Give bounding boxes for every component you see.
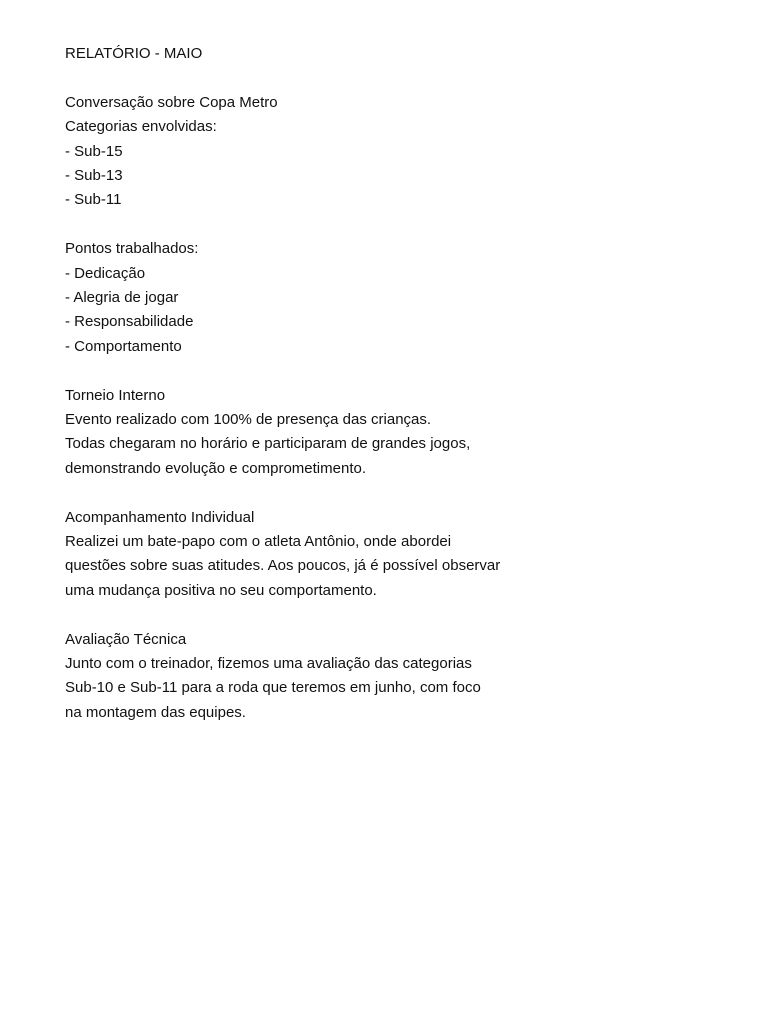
text-line: Realizei um bate-papo com o atleta Antônio, onde abordei <box>65 533 452 551</box>
document-page <box>65 42 745 725</box>
spacer <box>65 481 745 505</box>
text-line: Categorias envolvidas: <box>65 118 217 136</box>
spacer <box>65 66 745 90</box>
section-copa-metro <box>65 91 745 213</box>
list-item: - Dedicação <box>65 264 146 282</box>
spacer <box>65 213 745 237</box>
list-item: - Sub-11 <box>65 191 122 209</box>
section-heading: Torneio Interno <box>65 386 166 404</box>
list-item: - Comportamento <box>65 337 182 355</box>
section-heading: Acompanhamento Individual <box>65 508 255 526</box>
text-line: questões sobre suas atitudes. Aos poucos, já é possível observar <box>65 557 501 575</box>
text-line: Junto com o treinador, fizemos uma avaliação das categorias <box>65 655 472 673</box>
text-line: uma mudança positiva no seu comportamento. <box>65 581 377 599</box>
text-line: Todas chegaram no horário e participaram de grandes jogos, <box>65 435 471 453</box>
list-item: - Sub-15 <box>65 142 123 160</box>
section-heading: Pontos trabalhados: <box>65 240 199 258</box>
spacer <box>65 359 745 383</box>
text-line: demonstrando evolução e comprometimento. <box>65 459 366 477</box>
section-avaliacao-tecnica <box>65 628 745 726</box>
text-line: Sub-10 e Sub-11 para a roda que teremos em junho, com foco <box>65 679 481 697</box>
section-pontos-trabalhados <box>65 237 745 359</box>
document-title: RELATÓRIO - MAIO <box>65 45 203 62</box>
list-item: - Alegria de jogar <box>65 289 179 307</box>
text-line: na montagem das equipes. <box>65 703 246 721</box>
section-heading: Avaliação Técnica <box>65 630 187 648</box>
spacer <box>65 603 745 627</box>
list-item: - Sub-13 <box>65 167 123 185</box>
section-torneio-interno <box>65 384 745 482</box>
section-heading: Conversação sobre Copa Metro <box>65 93 278 111</box>
section-acompanhamento-individual <box>65 506 745 604</box>
text-line: Evento realizado com 100% de presença das crianças. <box>65 411 432 429</box>
list-item: - Responsabilidade <box>65 313 194 331</box>
